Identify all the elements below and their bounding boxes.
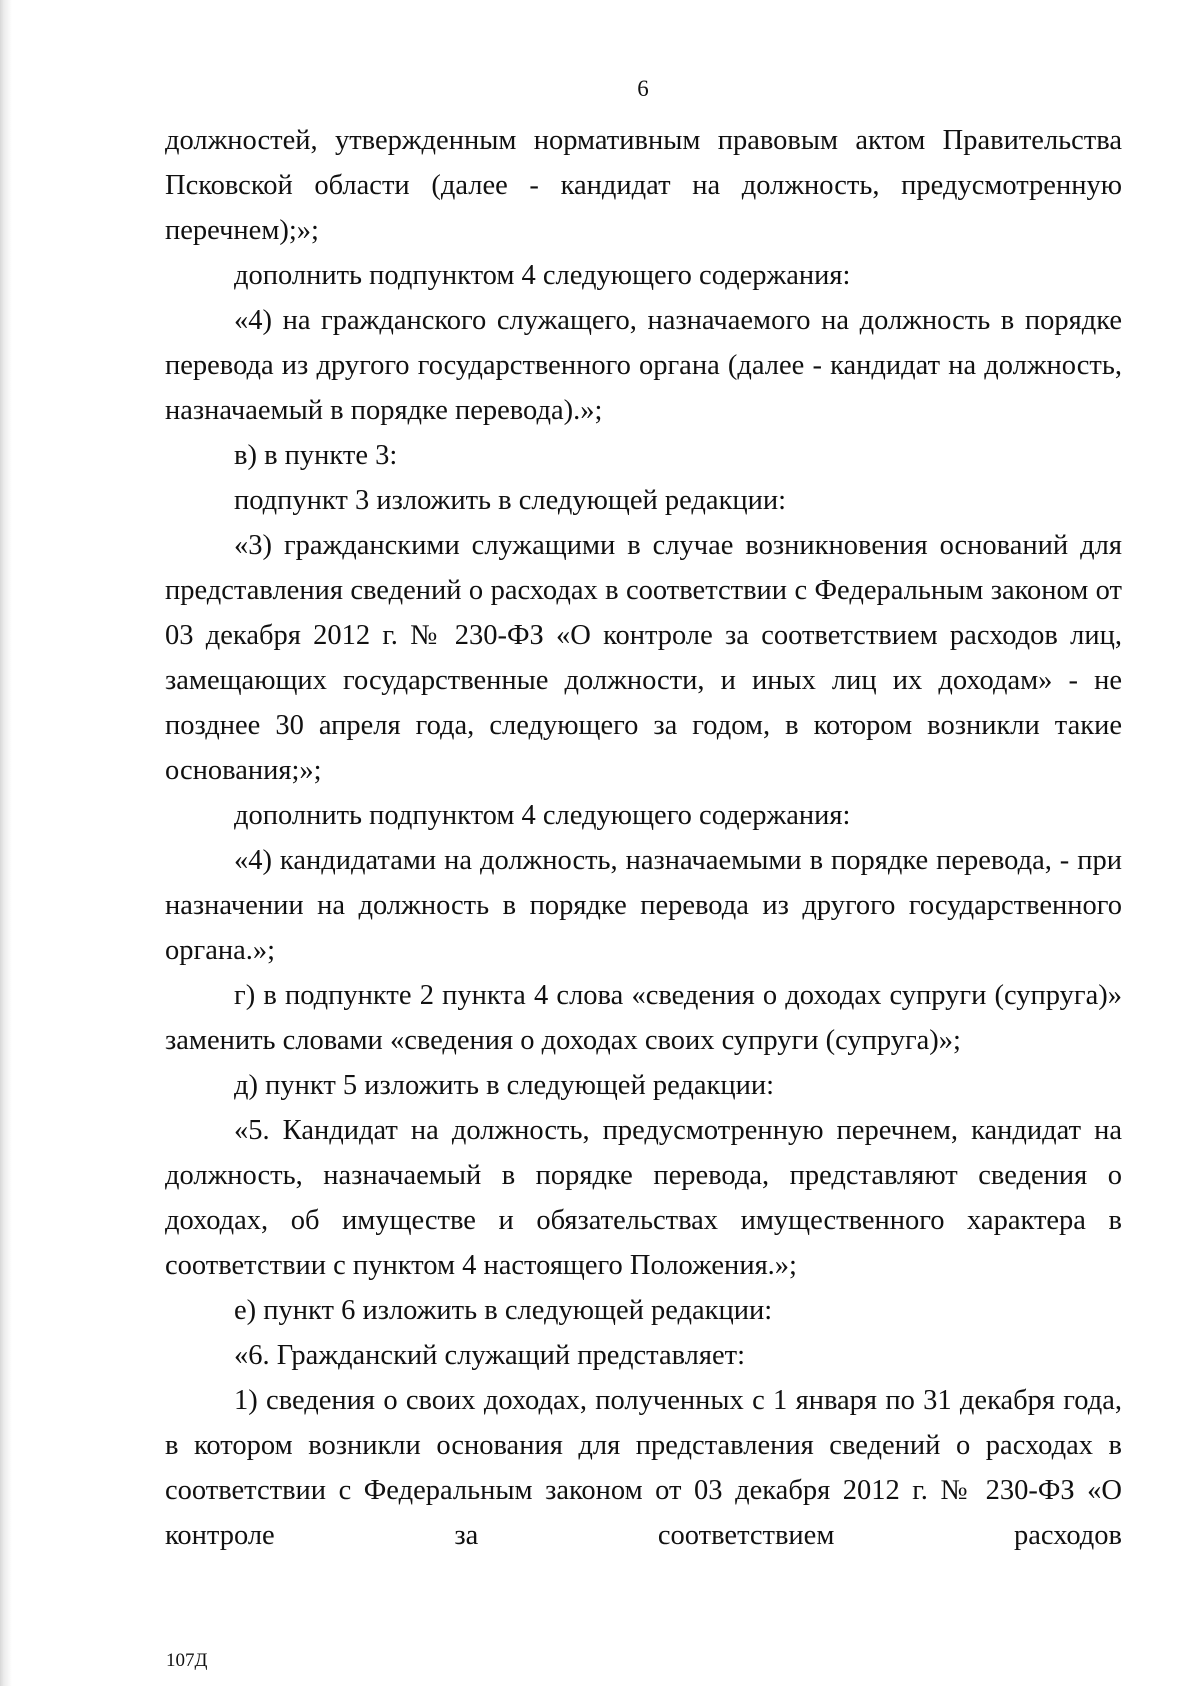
paragraph-point-6-subpoint-1: 1) сведения о своих доходах, полученных с 1 января по 31 декабря года, в котором возникли основания для представления сведений о расходах в соответствии с Федеральным законом от 03 декабря 2012 г. № 230-ФЗ «О контроле за соответствием расходов: [165, 1385, 1122, 1551]
page-number: 6: [637, 76, 649, 101]
paragraph-item-v: в) в пункте 3:: [234, 440, 398, 471]
document-body: [165, 118, 1122, 1558]
paragraph-item-e: е) пункт 6 изложить в следующей редакции:: [234, 1295, 773, 1326]
paragraph-point-6-intro: «6. Гражданский служащий представляет:: [234, 1340, 746, 1371]
document-code: 107Д: [166, 1650, 208, 1671]
paragraph-subpoint-4-candidates: «4) кандидатами на должность, назначаемыми в порядке перевода, - при назначении на должность в порядке перевода из другого государственного органа.»;: [165, 845, 1122, 966]
paragraph-item-d: д) пункт 5 изложить в следующей редакции:: [234, 1070, 775, 1101]
paragraph-item-g: г) в подпункте 2 пункта 4 слова «сведения о доходах супруги (супруга)» заменить словами «сведения о доходах своих супруги (супруга)»;: [165, 980, 1122, 1056]
paragraph-continuation: должностей, утвержденным нормативным правовым актом Правительства Псковской области (далее - кандидат на должность, предусмотренную перечнем);»;: [165, 125, 1122, 246]
paragraph-subpoint-3-text: «3) гражданскими служащими в случае возникновения оснований для представления сведений о расходах в соответствии с Федеральным законом от 03 декабря 2012 г. № 230-ФЗ «О контроле за соответствием расходов лиц, замещающих государственные должности, и иных лиц их доходам» - не позднее 30 апреля года, следующего за годом, в котором возникли такие основания;»;: [165, 530, 1122, 786]
paragraph-subpoint-3-edit: подпункт 3 изложить в следующей редакции:: [234, 485, 787, 516]
paragraph-point-5-text: «5. Кандидат на должность, предусмотренную перечнем, кандидат на должность, назначаемый в порядке перевода, представляют сведения о доходах, об имуществе и обязательствах имущественного характера в соответствии с пунктом 4 настоящего Положения.»;: [165, 1115, 1122, 1281]
scan-edge-shadow: [0, 0, 12, 1686]
paragraph-subpoint-4-transfer: «4) на гражданского служащего, назначаемого на должность в порядке перевода из другого государственного органа (далее - кандидат на должность, назначаемый в порядке перевода).»;: [165, 305, 1122, 426]
paragraph-add-subpoint-4-second: дополнить подпунктом 4 следующего содержания:: [234, 800, 851, 831]
paragraph-add-subpoint-4: дополнить подпунктом 4 следующего содержания:: [234, 260, 851, 291]
